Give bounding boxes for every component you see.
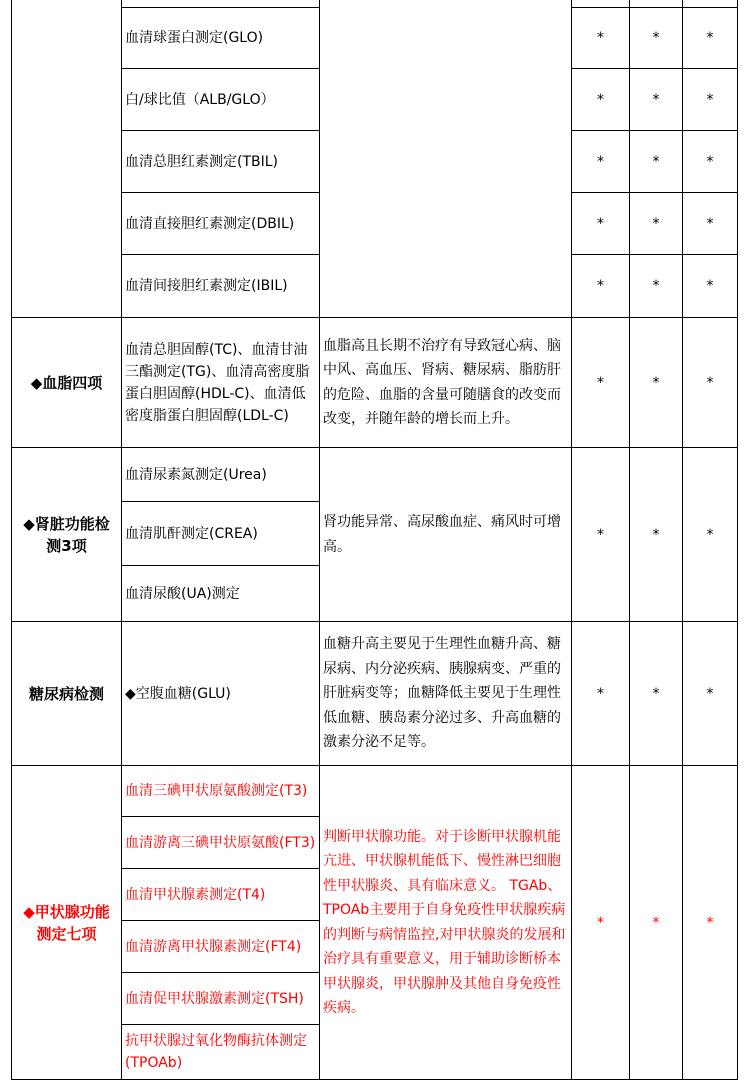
category-cell-liver [11, 0, 122, 318]
description-text: 判断甲状腺功能。对于诊断甲状腺机能亢进、甲状腺机能低下、慢性淋巴细胞性甲状腺炎、具有临床意义。 TGAb、TPOAb主要用于自身免疫性甲状腺疾病的判断与病情监控,对甲状腺炎的发展和治疗具有重要意义，用于辅助诊断桥本甲状腺炎，甲状腺肿及其他自身免疫性疾病。 [323, 828, 566, 1016]
mark-asterisk: * [597, 526, 604, 543]
item-label: 血清尿酸(UA)测定 [125, 585, 240, 602]
mark-asterisk: * [652, 914, 660, 931]
mark-cell [629, 254, 683, 318]
mark-cell [629, 621, 683, 766]
item-label: 血清促甲状腺激素测定(TSH) [125, 990, 304, 1007]
mark-cell [629, 317, 683, 448]
category-cell-kidney [11, 447, 122, 622]
category-cell-lipid [11, 317, 122, 448]
mark-cell [682, 7, 738, 69]
mark-asterisk: * [706, 215, 714, 232]
mark-cell [629, 447, 683, 622]
category-cell-diabetes [11, 621, 122, 766]
category-label: ◆肾脏功能检测3项 [23, 514, 110, 555]
mark-cell [571, 130, 630, 193]
mark-cell [571, 317, 630, 448]
item-label: 血清直接胆红素测定(DBIL) [125, 215, 295, 232]
mark-asterisk: * [706, 526, 714, 543]
mark-cell [629, 7, 683, 69]
item-label: 血清总胆固醇(TC)、血清甘油三酯测定(TG)、血清高密度脂蛋白胆固醇(HDL-C)、血清低密度脂蛋白胆固醇(LDL-C) [125, 341, 310, 424]
mark-cell [571, 254, 630, 318]
item-label: 血清甲状腺素测定(T4) [125, 886, 266, 903]
description-cell-thyroid [319, 765, 572, 1080]
category-label: ◆血脂四项 [30, 373, 103, 392]
category-label: 糖尿病检测 [28, 684, 104, 703]
description-cell-lipid [319, 317, 572, 448]
mark-asterisk: * [597, 215, 604, 232]
item-cell-tbil [121, 130, 320, 193]
mark-asterisk: * [652, 91, 660, 108]
mark-asterisk: * [652, 685, 660, 702]
item-cell-tsh [121, 972, 320, 1025]
mark-cell [629, 68, 683, 131]
item-label: 血清游离三碘甲状原氨酸(FT3) [125, 834, 316, 851]
item-cell-t3 [121, 765, 320, 817]
mark-asterisk: * [652, 278, 660, 294]
mark-cell [629, 130, 683, 193]
item-cell-ua [121, 565, 320, 622]
item-label: 白/球比值（ALB/GLO） [125, 91, 275, 108]
mark-cell [571, 621, 630, 766]
mark-cell [629, 765, 683, 1080]
mark-cell [682, 765, 738, 1080]
mark-cell [571, 68, 630, 131]
description-cell-kidney [319, 447, 572, 622]
mark-cell [571, 7, 630, 69]
item-label: ◆空腹血糖(GLU) [125, 685, 231, 702]
mark-asterisk: * [706, 685, 714, 702]
item-cell-glu [121, 621, 320, 766]
item-cell-urea [121, 447, 320, 502]
mark-cell [571, 447, 630, 622]
mark-asterisk: * [706, 30, 714, 46]
mark-asterisk: * [652, 526, 660, 543]
mark-asterisk: * [597, 30, 604, 46]
mark-asterisk: * [706, 374, 714, 391]
mark-cell [682, 621, 738, 766]
item-cell-t4 [121, 868, 320, 921]
description-cell-diabetes [319, 621, 572, 766]
item-cell-ft4 [121, 920, 320, 973]
category-cell-thyroid [11, 765, 122, 1080]
item-label: 血清尿素氮测定(Urea) [125, 466, 267, 483]
item-label: 血清间接胆红素测定(IBIL) [125, 278, 288, 294]
item-label: 血清三碘甲状原氨酸测定(T3) [125, 783, 308, 799]
mark-asterisk: * [597, 278, 604, 294]
mark-asterisk: * [706, 91, 714, 108]
mark-cell [629, 192, 683, 255]
mark-cell [682, 317, 738, 448]
item-cell-crea [121, 501, 320, 566]
mark-asterisk: * [652, 153, 660, 170]
item-cell-alb-glo [121, 68, 320, 131]
mark-asterisk: * [597, 153, 604, 170]
mark-asterisk: * [706, 278, 714, 294]
item-label: 血清游离甲状腺素测定(FT4) [125, 938, 302, 955]
mark-cell [682, 130, 738, 193]
description-cell-liver [319, 0, 572, 318]
mark-asterisk: * [597, 374, 604, 391]
mark-asterisk: * [597, 914, 604, 931]
item-label: 血清肌酐测定(CREA) [125, 525, 258, 542]
description-text: 血糖升高主要见于生理性血糖升高、糖尿病、内分泌疾病、胰腺病变、严重的肝脏病变等；血糖降低主要见于生理性低血糖、胰岛素分泌过多、升高血糖的激素分泌不足等。 [323, 636, 561, 751]
mark-cell [682, 447, 738, 622]
mark-asterisk: * [597, 91, 604, 108]
mark-asterisk: * [652, 215, 660, 232]
description-text: 血脂高且长期不治疗有导致冠心病、脑中风、高血压、肾病、糖尿病、脂肪肝的危险、血脂的含量可随膳食的改变而改变，并随年龄的增长而上升。 [323, 337, 561, 427]
mark-asterisk: * [652, 30, 660, 46]
category-label: ◆甲状腺功能测定七项 [23, 902, 110, 943]
mark-cell [571, 192, 630, 255]
mark-cell [682, 254, 738, 318]
mark-cell [682, 192, 738, 255]
mark-asterisk: * [652, 374, 660, 391]
item-cell-glo [121, 7, 320, 69]
item-cell-ft3 [121, 816, 320, 869]
mark-cell [682, 68, 738, 131]
item-cell-tpoab [121, 1024, 320, 1080]
item-cell-ibil [121, 254, 320, 318]
description-text: 肾功能异常、高尿酸血症、痛风时可增高。 [323, 514, 561, 555]
item-label: 血清球蛋白测定(GLO) [125, 30, 264, 46]
item-cell-dbil [121, 192, 320, 255]
mark-asterisk: * [597, 685, 604, 702]
mark-cell [571, 765, 630, 1080]
item-label: 抗甲状腺过氧化物酶抗体测定(TPOAb) [125, 1033, 307, 1071]
item-label: 血清总胆红素测定(TBIL) [125, 153, 279, 170]
mark-asterisk: * [706, 153, 714, 170]
mark-asterisk: * [706, 914, 714, 931]
item-cell-lipid [121, 317, 320, 448]
